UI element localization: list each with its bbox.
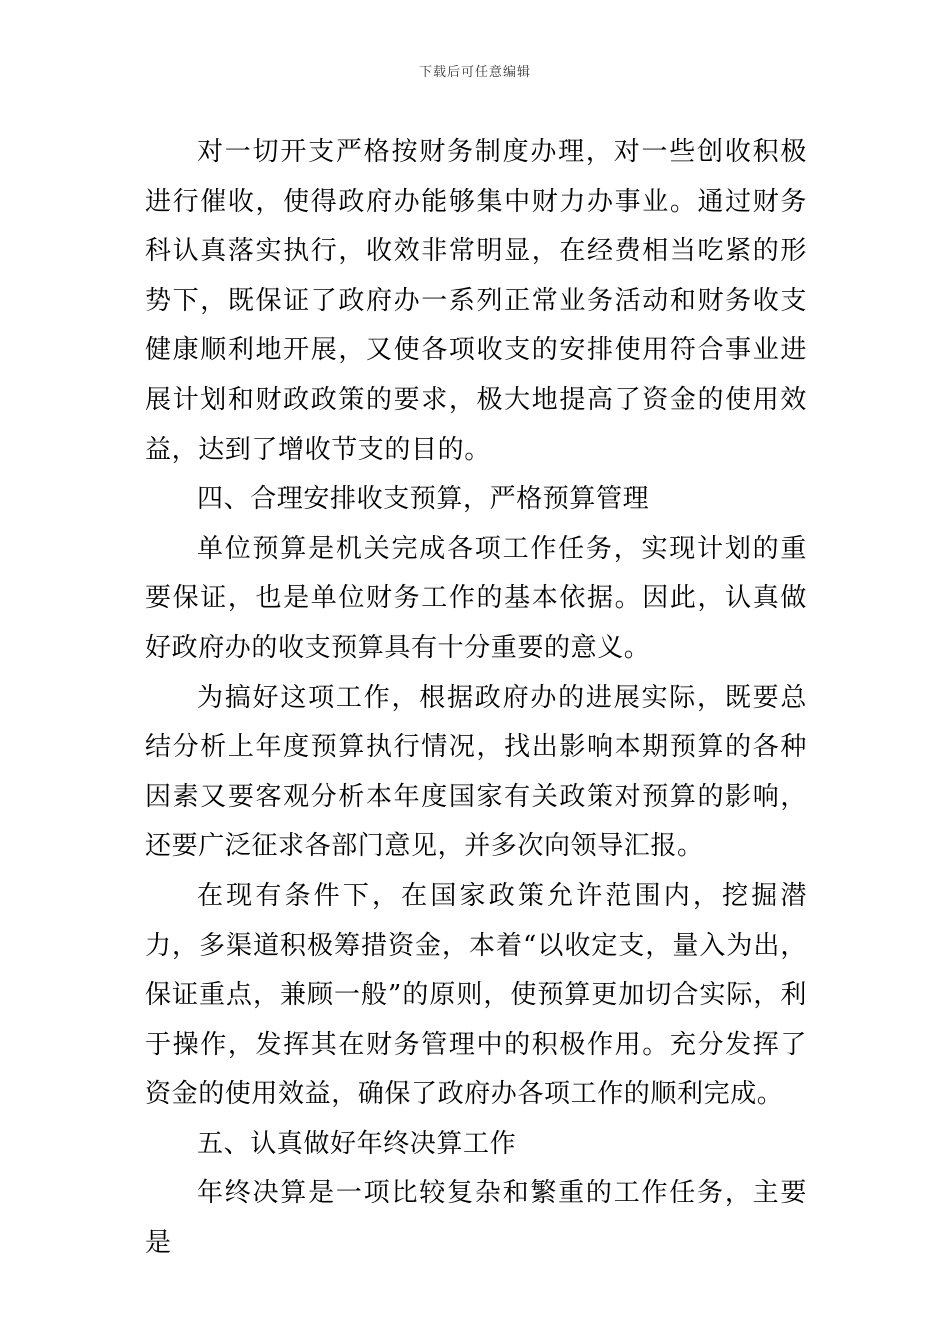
paragraph-funding-principles: 在现有条件下，在国家政策允许范围内，挖掘潜力，多渠道积极筹措资金，本着“以收定支，量入为出，保证重点，兼顾一般”的原则，使预算更加切合实际，利于操作，发挥其在财务管理中的积极作用。充分发挥了资金的使用效益，确保了政府办各项工作的顺利完成。 — [145, 880, 807, 1110]
section-heading-budget: 四、合理安排收支预算，严格预算管理 — [197, 484, 650, 515]
page-header-note: 下载后可任意编辑 — [418, 65, 531, 80]
document-body — [145, 128, 807, 1269]
paragraph-unit-budget: 单位预算是机关完成各项工作任务，实现计划的重要保证，也是单位财务工作的基本依据。因此，认真做好政府办的收支预算具有十分重要的意义。 — [145, 533, 807, 663]
section-heading-final-accounts: 五、认真做好年终决算工作 — [197, 1128, 517, 1159]
paragraph-final-accounts: 年终决算是一项比较复杂和繁重的工作任务，主要是 — [145, 1178, 807, 1259]
paragraph-expense-management: 对一切开支严格按财务制度办理，对一些创收积极进行催收，使得政府办能够集中财力办事业。通过财务科认真落实执行，收效非常明显，在经费相当吃紧的形势下，既保证了政府办一系列正常业务活动和财务收支健康顺利地开展，又使各项收支的安排使用符合事业进展计划和财政政策的要求，极大地提高了资金的使用效益，达到了增收节支的目的。 — [145, 137, 807, 465]
paragraph-budget-analysis: 为搞好这项工作，根据政府办的进展实际，既要总结分析上年度预算执行情况，找出影响本期预算的各种因素又要客观分析本年度国家有关政策对预算的影响，还要广泛征求各部门意见，并多次向领导汇报。 — [145, 682, 807, 862]
